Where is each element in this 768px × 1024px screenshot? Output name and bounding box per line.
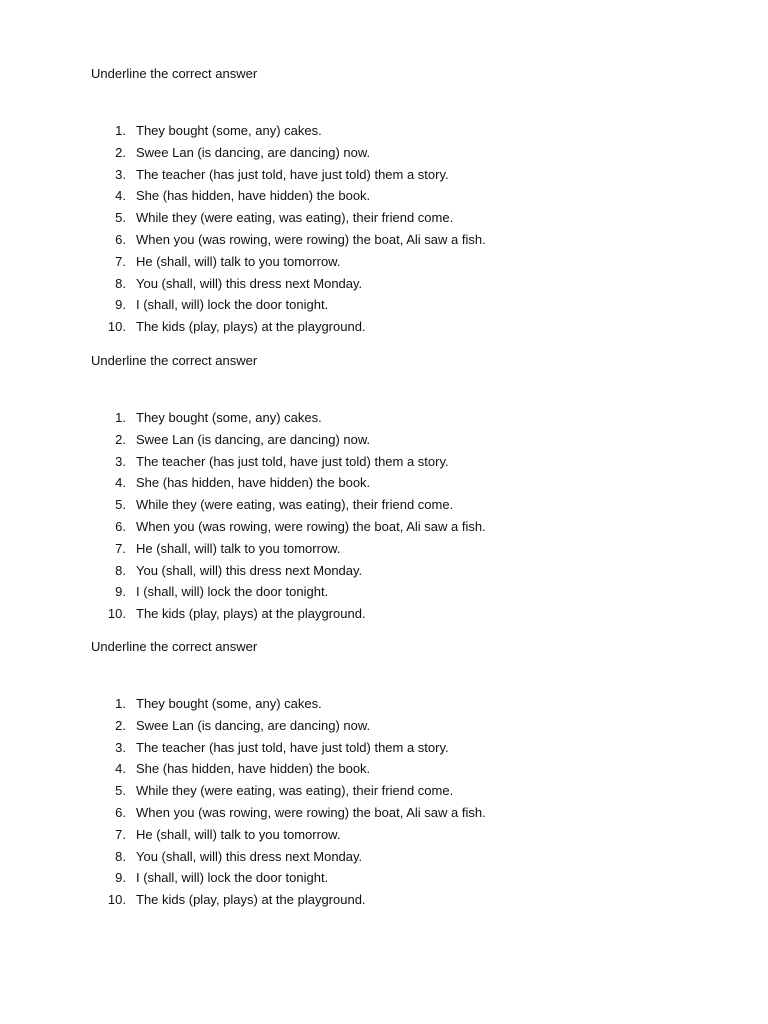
item-number: 10. xyxy=(107,606,126,622)
item-number: 6. xyxy=(115,804,126,820)
item-number: 4. xyxy=(115,188,126,204)
item-number: 1. xyxy=(115,123,126,138)
item-text: While they (were eating, was eating), their friend come. xyxy=(136,497,454,513)
item-number: 5. xyxy=(115,497,126,513)
item-text: When you (was rowing, were rowing) the boat, Ali saw a fish. xyxy=(136,518,486,534)
item-number: 9. xyxy=(115,297,126,313)
item-number: 6. xyxy=(115,518,126,534)
item-number: 8. xyxy=(115,275,126,291)
item-text: She (has hidden, have hidden) the book. xyxy=(136,475,371,491)
item-text: The kids (play, plays) at the playground. xyxy=(136,606,366,622)
item-text: The teacher (has just told, have just told) them a story. xyxy=(136,739,449,755)
item-text: Swee Lan (is dancing, are dancing) now. xyxy=(136,431,371,447)
item-number: 3. xyxy=(115,453,126,469)
item-text: She (has hidden, have hidden) the book. xyxy=(136,761,371,777)
item-text: While they (were eating, was eating), their friend come. xyxy=(136,210,454,226)
item-text: The kids (play, plays) at the playground. xyxy=(136,892,366,908)
item-text: Swee Lan (is dancing, are dancing) now. xyxy=(136,144,371,160)
item-number: 2. xyxy=(115,431,126,447)
item-text: I (shall, will) lock the door tonight. xyxy=(136,584,329,600)
item-text: She (has hidden, have hidden) the book. xyxy=(136,188,371,204)
item-number: 7. xyxy=(115,253,126,269)
item-text: The kids (play, plays) at the playground. xyxy=(136,319,366,335)
item-number: 2. xyxy=(115,717,126,733)
item-text: While they (were eating, was eating), their friend come. xyxy=(136,783,454,799)
item-number: 10. xyxy=(107,319,126,335)
item-number: 1. xyxy=(115,696,126,711)
item-number: 5. xyxy=(115,783,126,799)
item-text: I (shall, will) lock the door tonight. xyxy=(136,870,329,886)
item-number: 8. xyxy=(115,848,126,864)
item-text: I (shall, will) lock the door tonight. xyxy=(136,297,329,313)
section-heading: Underline the correct answer xyxy=(91,353,258,368)
section-heading: Underline the correct answer xyxy=(91,66,258,81)
section-heading: Underline the correct answer xyxy=(91,639,258,654)
item-text: Swee Lan (is dancing, are dancing) now. xyxy=(136,717,371,733)
item-number: 8. xyxy=(115,562,126,578)
item-text: He (shall, will) talk to you tomorrow. xyxy=(136,540,341,556)
item-number: 6. xyxy=(115,231,126,247)
item-text: The teacher (has just told, have just told) them a story. xyxy=(136,453,449,469)
item-text: The teacher (has just told, have just told) them a story. xyxy=(136,166,449,182)
item-number: 4. xyxy=(115,475,126,491)
item-number: 2. xyxy=(115,144,126,160)
item-text: You (shall, will) this dress next Monday. xyxy=(136,562,363,578)
item-text: When you (was rowing, were rowing) the boat, Ali saw a fish. xyxy=(136,231,486,247)
item-text: When you (was rowing, were rowing) the boat, Ali saw a fish. xyxy=(136,804,486,820)
item-number: 9. xyxy=(115,584,126,600)
item-text: You (shall, will) this dress next Monday. xyxy=(136,848,363,864)
item-text: They bought (some, any) cakes. xyxy=(136,123,322,138)
item-text: He (shall, will) talk to you tomorrow. xyxy=(136,253,341,269)
item-number: 3. xyxy=(115,739,126,755)
item-number: 7. xyxy=(115,826,126,842)
item-text: They bought (some, any) cakes. xyxy=(136,410,322,425)
item-text: He (shall, will) talk to you tomorrow. xyxy=(136,826,341,842)
item-text: They bought (some, any) cakes. xyxy=(136,696,322,711)
item-number: 9. xyxy=(115,870,126,886)
item-text: You (shall, will) this dress next Monday. xyxy=(136,275,363,291)
item-number: 10. xyxy=(107,892,126,908)
item-number: 1. xyxy=(115,410,126,425)
item-number: 4. xyxy=(115,761,126,777)
item-number: 5. xyxy=(115,210,126,226)
item-number: 3. xyxy=(115,166,126,182)
item-number: 7. xyxy=(115,540,126,556)
